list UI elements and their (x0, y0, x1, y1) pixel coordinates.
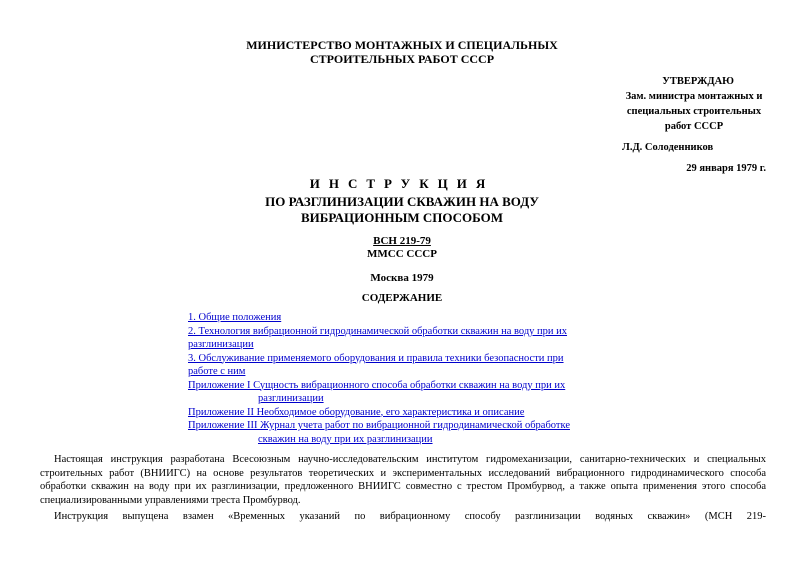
toc-link-appendix-3-cont[interactable]: скважин на воду при их разглинизации (258, 433, 433, 445)
toc-item[interactable] (188, 379, 598, 406)
ministry-line-2: СТРОИТЕЛЬНЫХ РАБОТ СССР (309, 52, 495, 66)
approval-position-1: Зам. министра монтажных и (625, 91, 763, 102)
document-code-number: ВСН 219-79 (373, 235, 431, 247)
approval-label: УТВЕРЖДАЮ (662, 76, 734, 87)
toc-link-equipment-service[interactable]: 3. Обслуживание применяемого оборудования и правила техники безопасности при (188, 352, 564, 364)
approval-signatory: Л.Д. Солоденников (622, 142, 714, 153)
document-title-line-2: ПО РАЗГЛИНИЗАЦИИ СКВАЖИН НА ВОДУ (265, 194, 539, 209)
toc-link-appendix-2[interactable]: Приложение II Необходимое оборудование, его характеристика и описание (188, 406, 525, 418)
ministry-header (200, 38, 604, 66)
toc-heading: СОДЕРЖАНИЕ (361, 292, 443, 304)
toc-link-technology-cont[interactable]: разглинизации (188, 339, 254, 350)
approval-block (614, 74, 774, 176)
document-title-line-3: ВИБРАЦИОННЫМ СПОСОБОМ (300, 210, 504, 225)
toc-link-technology[interactable]: 2. Технология вибрационной гидродинамической обработки скважин на воду при их (188, 325, 568, 337)
toc-link-appendix-1[interactable]: Приложение I Сущность вибрационного способа обработки скважин на воду при их (188, 379, 566, 391)
toc-link-equipment-service-cont[interactable]: работе с ним (188, 366, 246, 377)
document-code (200, 235, 604, 261)
document-code-agency: ММСС СССР (367, 248, 437, 260)
toc-link-general[interactable]: 1. Общие положения (188, 312, 282, 323)
body-paragraph-2: Инструкция выпущена взамен «Временных указаний по вибрационному способу разглинизации водяных скважин» (МСН 219- (54, 511, 766, 522)
table-of-contents (188, 311, 598, 446)
toc-item[interactable] (188, 419, 598, 446)
toc-item[interactable] (188, 325, 598, 352)
toc-item[interactable] (188, 406, 598, 420)
toc-item[interactable] (188, 311, 598, 325)
ministry-line-1: МИНИСТЕРСТВО МОНТАЖНЫХ И СПЕЦИАЛЬНЫХ (246, 38, 558, 52)
document-title-main: ИНСТРУКЦИЯ (309, 176, 495, 191)
approval-date: 29 января 1979 г. (686, 163, 766, 174)
toc-link-appendix-1-cont[interactable]: разглинизации (258, 393, 324, 404)
document-title-sub (200, 194, 604, 226)
city-year: Москва 1979 (370, 272, 434, 284)
approval-position-2: специальных строительных (626, 106, 762, 117)
approval-position-3: работ СССР (664, 121, 724, 132)
toc-item[interactable] (188, 352, 598, 379)
toc-link-appendix-3[interactable]: Приложение III Журнал учета работ по вибрационной гидродинамической обработке (188, 420, 570, 431)
body-paragraph-1: Настоящая инструкция разработана Всесоюзным научно-исследовательским институтом гидромеханизации, санитарно-технических и специальных строительных работ (ВНИИГС) на основе результатов теоретических и экспериментальных исследований вибрационного гидродинамического способа обработки скважин на воду при их разглинизации, предложенного ВНИИГС совместно с трестом Промбурвод, а также опыта применения этого способа специализированными управлениями треста Промбурвод. (40, 454, 766, 506)
